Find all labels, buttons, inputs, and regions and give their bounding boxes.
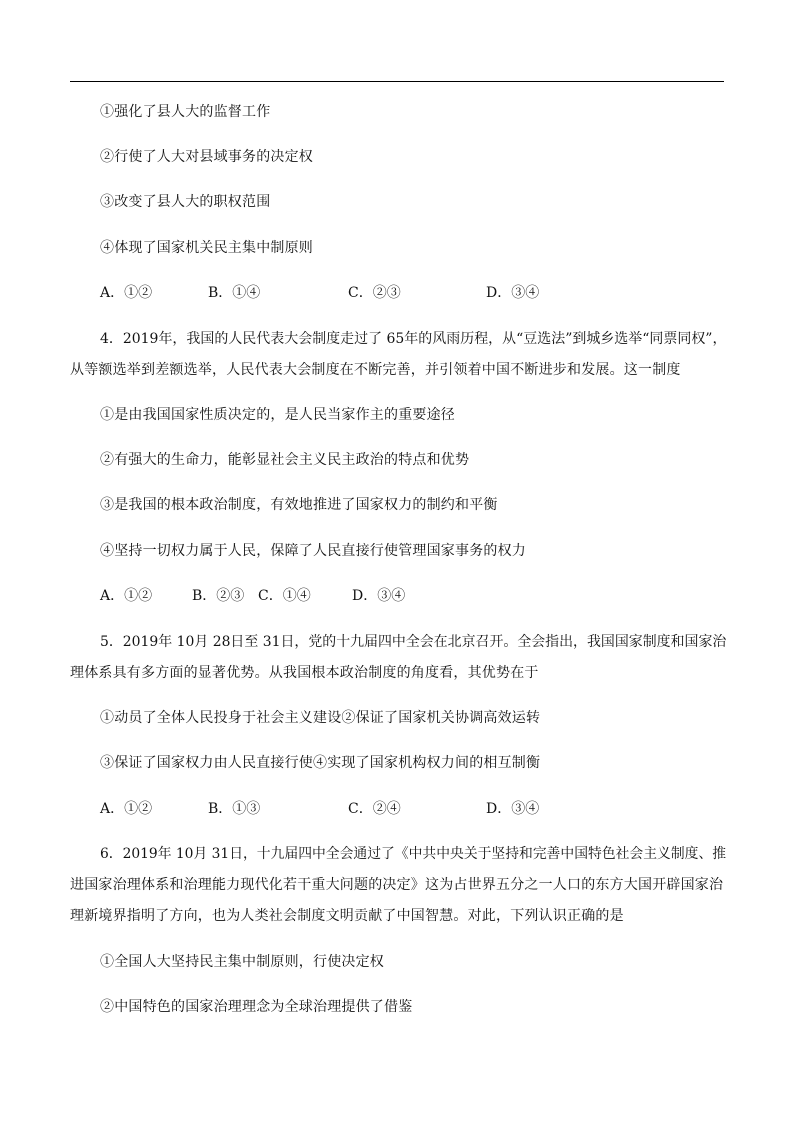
q5-statement-1: ①动员了全体人民投身于社会主义建设②保证了国家机关协调高效运转 xyxy=(100,710,541,726)
q6-stem-line-3: 理新境界指明了方向，也为人类社会制度文明贡献了中国智慧。对此，下列认识正确的是 xyxy=(70,908,624,924)
q4-option-c: C．①④ xyxy=(258,588,311,604)
q3-statement-2: ②行使了人大对县域事务的决定权 xyxy=(100,149,313,165)
q5-statement-2: ③保证了国家权力由人民直接行使④实现了国家机构权力间的相互制衡 xyxy=(100,755,541,771)
q3-statement-3: ③改变了县人大的职权范围 xyxy=(100,194,271,210)
q6-stem-line-2: 进国家治理体系和治理能力现代化若干重大问题的决定》这为占世界五分之一人口的东方大国开辟国家治 xyxy=(70,877,724,893)
q3-option-c: C．②③ xyxy=(348,285,401,301)
q4-statement-3: ③是我国的根本政治制度，有效地推进了国家权力的制约和平衡 xyxy=(100,497,498,513)
q4-option-d: D．③④ xyxy=(352,588,406,604)
q4-stem-line-2: 从等额选举到差额选举，人民代表大会制度在不断完善，并引领着中国不断进步和发展。这一制度 xyxy=(70,362,681,378)
q3-statement-4: ④体现了国家机关民主集中制原则 xyxy=(100,240,313,256)
q5-option-c: C．②④ xyxy=(348,801,401,817)
q5-stem-line-2: 理体系具有多方面的显著优势。从我国根本政治制度的角度看，其优势在于 xyxy=(70,665,539,681)
q3-statement-1: ①强化了县人大的监督工作 xyxy=(100,104,271,120)
q4-option-b: B．②③ xyxy=(192,588,245,604)
q4-statement-2: ②有强大的生命力，能彰显社会主义民主政治的特点和优势 xyxy=(100,452,470,468)
q5-option-a: A．①② xyxy=(100,801,153,817)
q5-stem-line-1: 5．2019年 10月 28日至 31日，党的十九届四中全会在北京召开。全会指出，我国国家制度和国家治 xyxy=(100,634,727,650)
q4-statement-4: ④坚持一切权力属于人民，保障了人民直接行使管理国家事务的权力 xyxy=(100,543,526,559)
q6-stem-line-1: 6．2019年 10月 31日，十九届四中全会通过了《中共中央关于坚持和完善中国特色社会主义制度、推 xyxy=(100,846,727,862)
q4-statement-1: ①是由我国国家性质决定的，是人民当家作主的重要途径 xyxy=(100,407,455,423)
header-rule xyxy=(70,81,724,82)
q3-option-a: A．①② xyxy=(100,285,153,301)
q3-option-d: D．③④ xyxy=(486,285,540,301)
q5-option-b: B．①③ xyxy=(208,801,261,817)
q5-option-d: D．③④ xyxy=(486,801,540,817)
q4-stem-line-1: 4．2019年，我国的人民代表大会制度走过了 65年的风雨历程，从“豆选法”到城乡选举“同票同权”， xyxy=(100,331,727,347)
q3-option-b: B．①④ xyxy=(208,285,261,301)
q4-option-a: A．①② xyxy=(100,588,153,604)
q6-statement-1: ①全国人大坚持民主集中制原则，行使决定权 xyxy=(100,954,384,970)
q6-statement-2: ②中国特色的国家治理理念为全球治理提供了借鉴 xyxy=(100,999,413,1015)
